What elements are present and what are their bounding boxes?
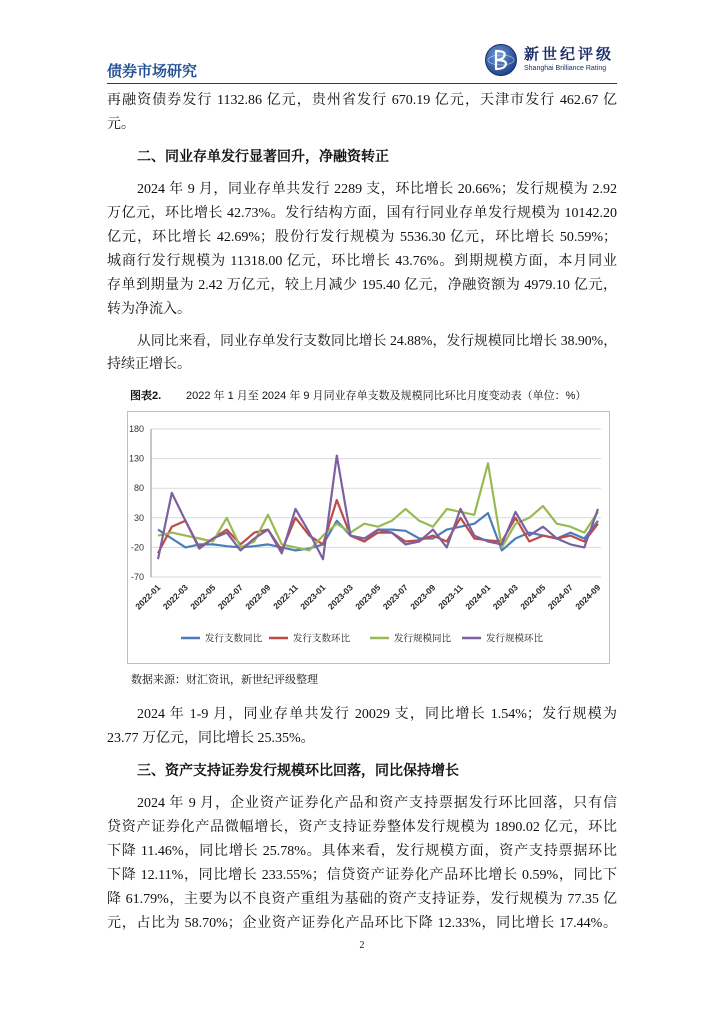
figure-label: 图表2. [130,390,162,402]
body-text-line: 降 61.79%，主要为以不良资产重组为基础的资产支持证券，发行规模为 77.35 亿 [107,892,617,907]
legend-label: 发行支数同比 [205,633,263,645]
running-header-title: 债券市场研究 [107,63,198,80]
x-tick-label: 2022-11 [271,582,300,612]
x-tick-label: 2024-03 [490,582,520,612]
x-tick-label: 2023-11 [436,582,465,612]
y-tick-label: 30 [133,512,144,523]
x-tick-label: 2023-05 [353,582,383,612]
y-tick-label: 80 [133,483,144,494]
body-text-line: 从同比来看，同业存单发行支数同比增长 24.88%，发行规模同比增长 38.90%， [137,333,617,348]
header-rule [107,83,617,84]
legend-label: 发行规模同比 [394,633,452,645]
y-tick-label: 130 [128,453,144,464]
body-text-line: 2024 年 9 月，同业存单共发行 2289 支，环比增长 20.66%；发行规模为 2.92 [137,182,617,197]
page-number: 2 [359,940,365,951]
series-line-4 [158,456,598,560]
logo-wordmark-en: Shanghai Brilliance Rating [524,65,607,72]
body-text-line: 2024 年 1-9 月，同业存单共发行 20029 支，同比增长 1.54%；发行规模为 [137,707,617,722]
x-tick-label: 2022-01 [133,582,163,612]
body-text-line: 下降 12.11%，同比增长 233.55%；信贷资产证券化产品环比增长 0.59%，同比下 [107,868,617,883]
y-tick-label: 180 [128,424,144,434]
legend-label: 发行规模环比 [486,633,544,645]
body-text-line: 2024 年 9 月，企业资产证券化产品和资产支持票据发行环比回落，只有信 [137,796,617,811]
x-tick-label: 2022-07 [215,582,245,612]
line-chart-canvas [128,412,611,665]
body-text-line: 元。 [107,117,135,132]
body-text-line: 存单到期量为 2.42 万亿元，较上月减少 195.40 亿元，净融资额为 4979.10 亿元， [107,278,617,293]
body-text-line: 城商行发行规模为 11318.00 亿元，环比增长 43.76%。到期规模方面，本月同业 [107,254,617,269]
section-heading: 二、同业存单发行显著回升，净融资转正 [137,150,389,165]
x-tick-label: 2024-05 [518,582,548,612]
body-text-line: 转为净流入。 [107,302,191,317]
x-tick-label: 2023-03 [325,582,355,612]
y-tick-label: -20 [130,542,144,553]
x-tick-label: 2022-05 [188,582,218,612]
x-tick-label: 2024-01 [463,582,493,612]
section-heading: 三、资产支持证券发行规模环比回落，同比保持增长 [137,764,459,779]
figure-source: 数据来源：财汇资讯，新世纪评级整理 [131,674,318,686]
x-tick-label: 2022-03 [160,582,190,612]
x-tick-label: 2022-09 [243,582,273,612]
series-line-3 [158,463,598,550]
x-tick-label: 2024-07 [545,582,575,612]
x-tick-label: 2023-07 [380,582,410,612]
y-tick-label: -70 [130,572,144,582]
body-text-line: 贷资产证券化产品微幅增长，资产支持证券整体发行规模为 1890.02 亿元，环比 [107,820,617,835]
body-text-line: 持续正增长。 [107,357,191,372]
body-text-line: 万亿元，环比增长 42.73%。发行结构方面，国有行同业存单发行规模为 10142.20 [107,206,617,221]
body-text-line: 元，占比为 58.70%；企业资产证券化产品环比下降 12.33%，同比增长 17.44%。 [107,916,617,931]
x-tick-label: 2023-09 [408,582,438,612]
body-text-line: 下降 11.46%，同比增长 25.78%。具体来看，发行规模方面，资产支持票据环比 [107,844,617,859]
figure-caption: 2022 年 1 月至 2024 年 9 月同业存单支数及规模同比环比月度变动表（单位：%） [186,390,587,402]
logo-emblem-icon [484,43,518,77]
logo-wordmark-cn: 新世纪评级 [524,45,615,63]
line-chart [127,411,610,664]
body-text-line: 23.77 万亿元，同比增长 25.35%。 [107,731,315,746]
legend-label: 发行支数环比 [293,633,351,645]
body-text-line: 再融资债券发行 1132.86 亿元，贵州省发行 670.19 亿元，天津市发行 462.67 亿 [107,93,617,108]
body-text-line: 亿元，环比增长 42.69%；股份行发行规模为 5536.30 亿元，环比增长 50.59%； [107,230,617,245]
x-tick-label: 2024-09 [573,582,603,612]
x-tick-label: 2023-01 [298,582,328,612]
